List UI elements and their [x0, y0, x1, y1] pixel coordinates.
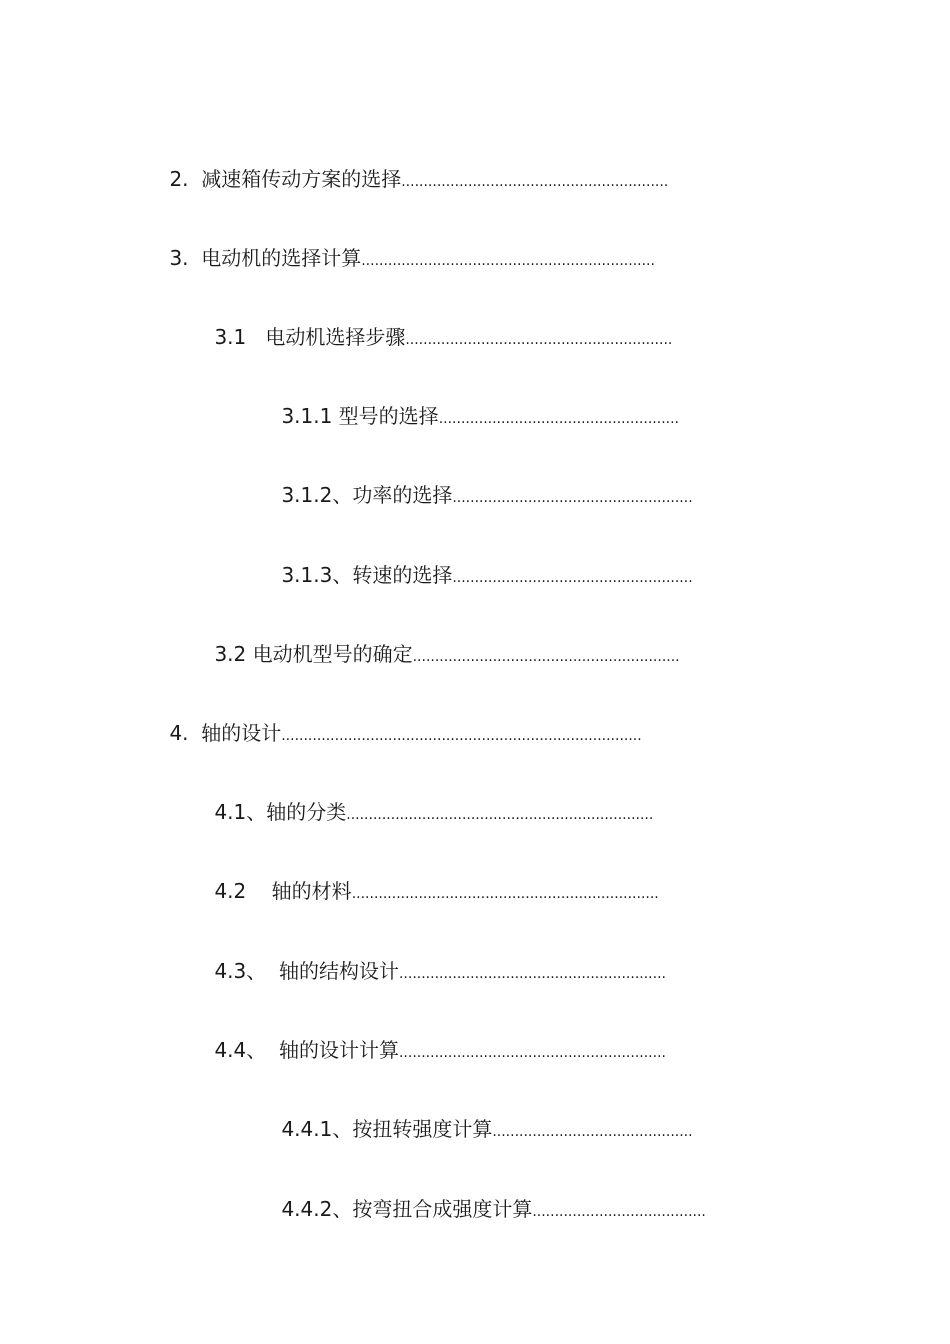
toc-entry-label: 3. 电动机的选择计算 — [169, 246, 362, 270]
toc-entry — [144, 691, 642, 745]
toc-entry — [189, 612, 680, 666]
toc-entry-label: 3.1.3、转速的选择 — [281, 563, 453, 587]
toc-entry-label: 4.4.2、按弯扭合成强度计算 — [281, 1197, 533, 1221]
toc-entry-label: 4. 轴的设计 — [169, 721, 282, 745]
toc-entry-label: 3.1 电动机选择步骤 — [214, 325, 406, 349]
toc-dot-leader: .................................................................. — [361, 253, 655, 269]
toc-entry-label: 3.1.1 型号的选择 — [281, 404, 439, 428]
toc-dot-leader: ...................................................... — [452, 490, 693, 506]
toc-dot-leader: ............................................. — [492, 1124, 693, 1140]
toc-dot-leader: ..................................................................... — [346, 807, 654, 823]
toc-entry-label: 2. 减速箱传动方案的选择 — [169, 167, 402, 191]
toc-entry — [189, 295, 673, 349]
toc-dot-leader: ...................................................... — [438, 411, 679, 427]
toc-dot-leader: ............................................................ — [401, 174, 669, 190]
toc-dot-leader: ............................................................ — [412, 649, 680, 665]
toc-entry-label: 4.4、 轴的设计计算 — [214, 1038, 399, 1062]
toc-entry — [256, 1087, 693, 1141]
toc-entry-label: 4.2 轴的材料 — [214, 879, 352, 903]
toc-entry — [189, 849, 659, 903]
toc-entry-label: 3.1.2、功率的选择 — [281, 483, 453, 507]
toc-entry-label: 3.2 电动机型号的确定 — [214, 642, 413, 666]
toc-entry-label: 4.4.1、按扭转强度计算 — [281, 1117, 493, 1141]
toc-dot-leader: ............................................................ — [405, 332, 673, 348]
toc-entry — [144, 137, 669, 191]
toc-entry-label: 4.1、轴的分类 — [214, 800, 347, 824]
toc-dot-leader: ...................................................... — [452, 570, 693, 586]
toc-dot-leader: ....................................... — [532, 1204, 706, 1220]
toc-dot-leader: ............................................................ — [398, 966, 666, 982]
toc-entry — [189, 1008, 666, 1062]
toc-dot-leader: ............................................................ — [398, 1045, 666, 1061]
toc-entry — [256, 533, 693, 587]
toc-entry-label: 4.3、 轴的结构设计 — [214, 959, 399, 983]
toc-dot-leader: ..................................................................... — [351, 886, 659, 902]
toc-entry — [189, 929, 666, 983]
toc-entry — [144, 216, 655, 270]
toc-entry — [256, 453, 693, 507]
toc-dot-leader: ................................................................................. — [281, 728, 642, 744]
toc-entry — [189, 770, 654, 824]
toc-entry — [256, 374, 679, 428]
toc-entry — [256, 1167, 706, 1221]
